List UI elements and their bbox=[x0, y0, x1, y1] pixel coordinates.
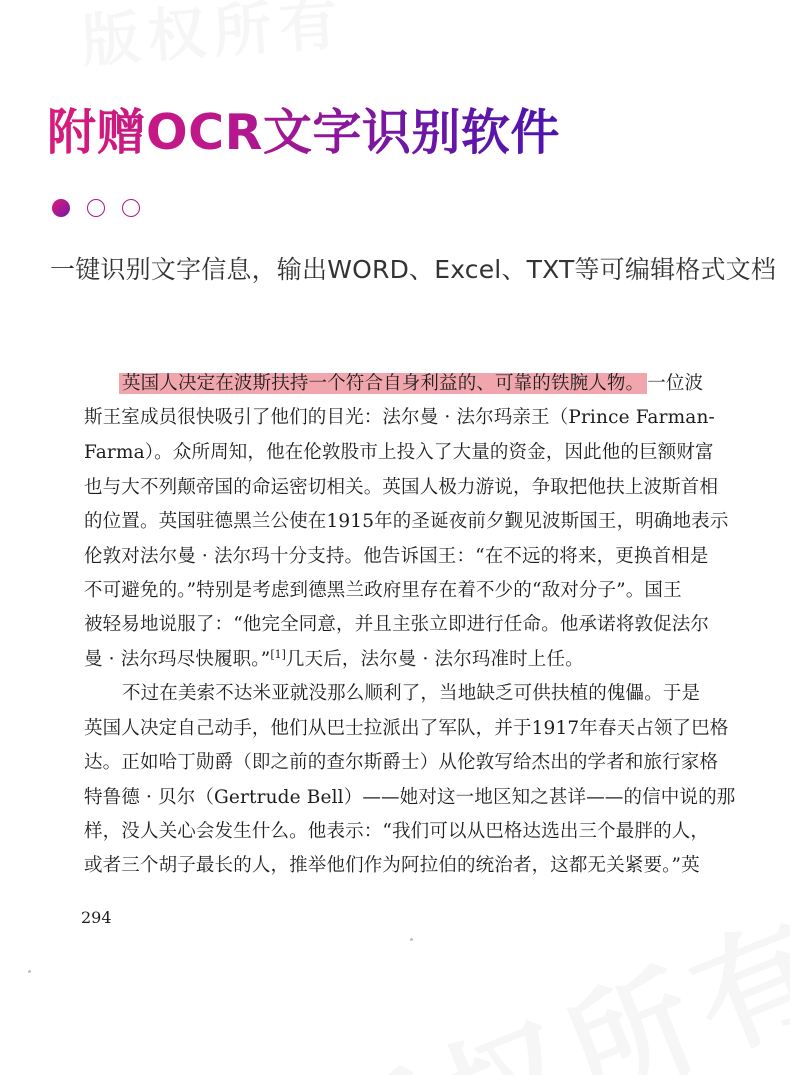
slide-indicator bbox=[52, 199, 152, 221]
text-line-7: 不可避免的。”特别是考虑到德黑兰政府里存在着不少的“敌对分子”。国王 bbox=[84, 580, 682, 601]
indicator-dot-inactive bbox=[87, 199, 105, 217]
text-line-12: 达。正如哈丁勋爵（即之前的查尔斯爵士）从伦敦写给杰出的学者和旅行家格 bbox=[84, 752, 719, 773]
text-line-6: 伦敦对法尔曼 · 法尔玛十分支持。他告诉国王：“在不远的将来，更换首相是 bbox=[84, 546, 709, 567]
page-title: 附赠OCR文字识别软件 bbox=[47, 101, 560, 165]
text-line-9-end: 几天后，法尔曼 · 法尔玛准时上任。 bbox=[285, 649, 584, 670]
top-watermark bbox=[79, 0, 722, 54]
highlighted-sentence: 英国人决定在波斯扶持一个符合自身利益的、可靠的铁腕人物。 bbox=[119, 373, 647, 394]
footnote-marker: [1] bbox=[270, 648, 286, 661]
scan-speck bbox=[410, 938, 413, 941]
indicator-dot-inactive bbox=[122, 199, 140, 217]
text-line-13: 特鲁德 · 贝尔（Gertrude Bell）——她对这一地区知之甚详——的信中说的那 bbox=[84, 787, 736, 808]
text-line-9 bbox=[84, 648, 584, 672]
text-line-5: 的位置。英国驻德黑兰公使在1915年的圣诞夜前夕觐见波斯国王，明确地表示 bbox=[84, 511, 729, 532]
text-line-10: 不过在美索不达米亚就没那么顺利了，当地缺乏可供扶植的傀儡。于是 bbox=[122, 683, 701, 704]
text-line-4: 也与大不列颠帝国的命运密切相关。英国人极力游说，争取把他扶上波斯首相 bbox=[84, 477, 719, 498]
text-line-1-continuation: 一位波 bbox=[647, 373, 704, 394]
text-line-3: Farma）。众所周知，他在伦敦股市上投入了大量的资金，因此他的巨额财富 bbox=[84, 442, 714, 463]
scanned-book-page bbox=[0, 338, 790, 1075]
page-subtitle: 一键识别文字信息，输出WORD、Excel、TXT等可编辑格式文档 bbox=[50, 255, 777, 284]
text-line-14: 样，没人关心会发生什么。他表示：“我们可以从巴格达选出三个最胖的人， bbox=[84, 821, 710, 842]
text-line-9-start: 曼 · 法尔玛尽快履职。” bbox=[84, 649, 271, 670]
text-line-1 bbox=[122, 372, 703, 396]
indicator-dot-active bbox=[52, 199, 70, 217]
text-line-8: 被轻易地说服了：“他完全同意，并且主张立即进行任命。他承诺将敦促法尔 bbox=[84, 614, 710, 635]
text-line-11: 英国人决定自己动手，他们从巴士拉派出了军队，并于1917年春天占领了巴格 bbox=[84, 718, 729, 739]
text-line-2: 斯王室成员很快吸引了他们的目光：法尔曼 · 法尔玛亲王（Prince Farman- bbox=[84, 407, 715, 428]
page-number: 294 bbox=[81, 908, 112, 927]
scan-speck bbox=[28, 970, 31, 973]
ocr-text-block bbox=[0, 338, 790, 1075]
text-line-15: 或者三个胡子最长的人，推举他们作为阿拉伯的统治者，这都无关紧要。”英 bbox=[84, 855, 700, 876]
